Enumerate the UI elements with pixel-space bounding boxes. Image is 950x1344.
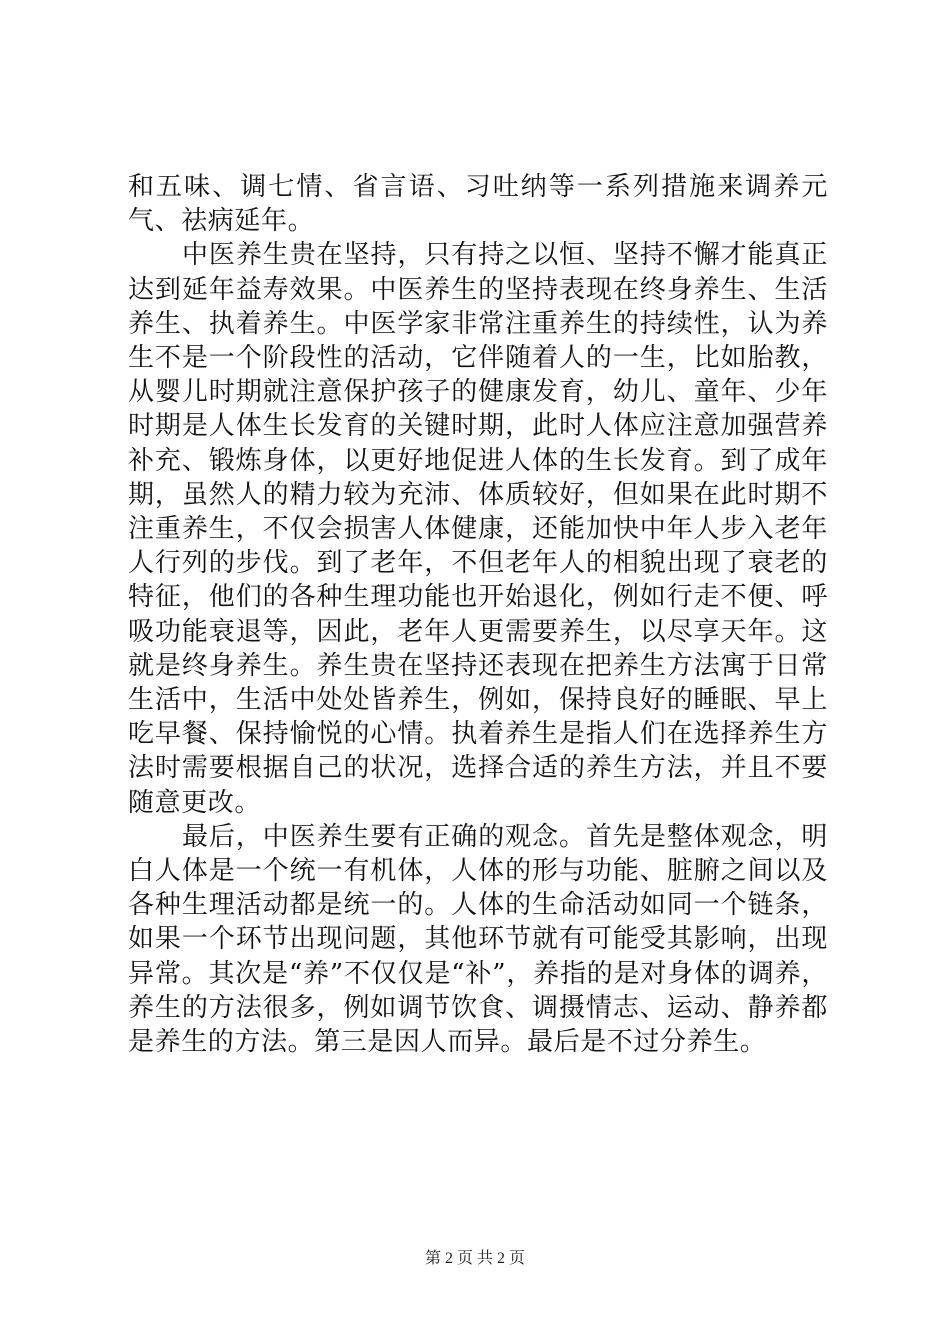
document-body [128,170,828,1059]
paragraph-persistence: 中医养生贵在坚持，只有持之以恒、坚持不懈才能真正达到延年益寿效果。中医养生的坚持表现在终身养生、生活养生、执着养生。中医学家非常注重养生的持续性，认为养生不是一个阶段性的活动，它伴随着人的一生，比如胎教，从婴儿时期就注意保护孩子的健康发育，幼儿、童年、少年时期是人体生长发育的关键时期，此时人体应注意加强营养补充、锻炼身体，以更好地促进人体的生长发育。到了成年期，虽然人的精力较为充沛、体质较好，但如果在此时期不注重养生，不仅会损害人体健康，还能加快中年人步入老年人行列的步伐。到了老年，不但老年人的相貌出现了衰老的特征，他们的各种生理功能也开始退化，例如行走不便、呼吸功能衰退等，因此，老年人更需要养生，以尽享天年。这就是终身养生。养生贵在坚持还表现在把养生方法寓于日常生活中，生活中处处皆养生，例如，保持良好的睡眠、早上吃早餐、保持愉悦的心情。执着养生是指人们在选择养生方法时需要根据自己的状况，选择合适的养生方法，并且不要随意更改。 [128,240,828,818]
page-number-footer: 第 2 页 共 2 页 [424,1250,525,1267]
paragraph-continuation: 和五味、调七情、省言语、习吐纳等一系列措施来调养元气、祛病延年。 [128,172,828,237]
paragraph-correct-concepts: 最后，中医养生要有正确的观念。首先是整体观念，明白人体是一个统一有机体，人体的形与功能、脏腑之间以及各种生理活动都是统一的。人体的生命活动如同一个链条，如果一个环节出现问题，其他环节就有可能受其影响，出现异常。其次是“养”不仅仅是“补”，养指的是对身体的调养，养生的方法很多，例如调节饮食、调摄情志、运动、静养都是养生的方法。第三是因人而异。最后是不过分养生。 [128,821,828,1058]
